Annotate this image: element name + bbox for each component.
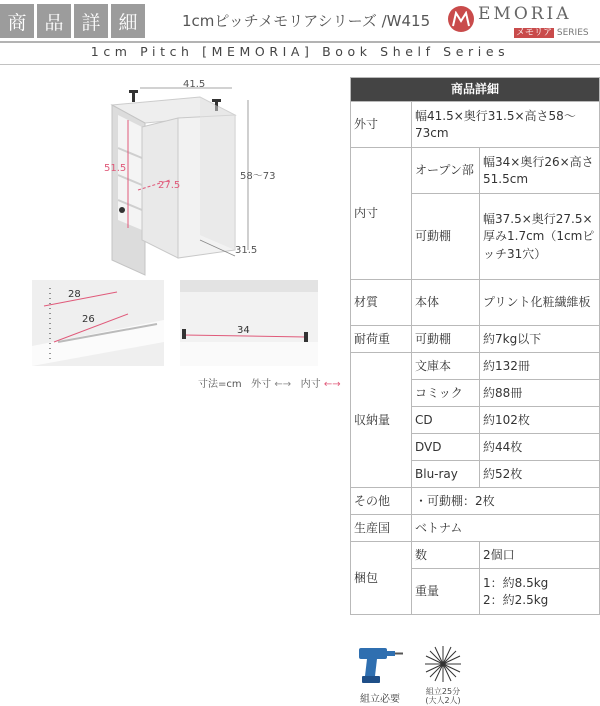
storage-item-value: 約52枚: [480, 461, 600, 488]
assembly-time-sub: (大人2人): [425, 695, 461, 705]
legend-inner: 内寸: [300, 379, 321, 390]
table-row: [351, 280, 600, 326]
assembly-required-block: [350, 644, 410, 705]
dim-shelf-depth-top: 28: [68, 289, 81, 300]
row-label: 外寸: [351, 102, 412, 148]
row-label: 梱包: [351, 542, 412, 615]
row-value: 2個口: [480, 542, 600, 569]
series-subtitle: 1cm Pitch [MEMORIA] Book Shelf Series: [90, 44, 510, 59]
title-badge: 細: [111, 4, 145, 38]
row-value: プリント化粧繊維板: [480, 280, 600, 326]
row-label: 収納量: [351, 353, 412, 488]
storage-item-value: 約88冊: [480, 380, 600, 407]
dimension-legend: 寸法=cm 外寸 ←→ 内寸 ←→: [198, 379, 341, 390]
assembly-label: 組立必要: [360, 694, 400, 705]
row-value: 約7kg以下: [480, 326, 600, 353]
row-label: 生産国: [351, 515, 412, 542]
logo-word: EMORIA: [478, 4, 572, 24]
row-sublabel: 可動棚: [412, 194, 480, 280]
row-label: 内寸: [351, 148, 412, 280]
title-badge: 詳: [74, 4, 108, 38]
dim-shelf-depth-bottom: 26: [82, 314, 95, 325]
storage-item-value: 約132冊: [480, 353, 600, 380]
table-row: [351, 353, 600, 380]
dim-inner-depth: 27.5: [158, 180, 181, 191]
logo-sub-jp: メモリア: [516, 28, 553, 38]
legend-unit: 寸法=cm: [198, 379, 242, 390]
logo-m-icon: [448, 6, 474, 32]
shelf-depth-drawing: [32, 280, 164, 366]
table-header-row: [351, 78, 600, 102]
row-sublabel: 可動棚: [412, 326, 480, 353]
title-badge: 商: [0, 4, 34, 38]
assembly-time-block: [418, 644, 468, 706]
dim-inner-width: 34: [237, 325, 250, 336]
inner-width-drawing: [180, 280, 318, 366]
pack-weight-line: 2：約2.5kg: [483, 592, 549, 607]
series-title: 1cmピッチメモリアシリーズ /W415: [182, 12, 431, 30]
dim-height: 58～73: [240, 171, 276, 182]
dim-inner-height: 51.5: [104, 163, 127, 174]
divider: [0, 41, 600, 43]
table-title: 商品詳細: [351, 78, 600, 102]
storage-item-value: 約44枚: [480, 434, 600, 461]
row-value: 幅34×奥行26×高さ51.5cm: [480, 148, 600, 194]
table-row: [351, 515, 600, 542]
logo-sub-en: SERIES: [556, 28, 589, 38]
table-row: [351, 542, 600, 569]
storage-item-name: Blu-ray: [412, 461, 480, 488]
pack-weight-line: 1：約8.5kg: [483, 575, 549, 590]
table-row: [351, 488, 600, 515]
dim-width: 41.5: [183, 79, 206, 90]
title-badges: [0, 4, 145, 38]
shelf-depth-detail: [32, 280, 164, 366]
storage-item-name: DVD: [412, 434, 480, 461]
row-value: 幅41.5×奥行31.5×高さ58～73cm: [412, 102, 600, 148]
storage-item-name: CD: [412, 407, 480, 434]
clock-burst-icon: [423, 644, 463, 684]
table-row: [351, 326, 600, 353]
divider: [0, 64, 600, 65]
legend-outer: 外寸: [251, 379, 272, 390]
storage-item-value: 約102枚: [480, 407, 600, 434]
spec-table: [350, 77, 600, 615]
storage-item-name: コミック: [412, 380, 480, 407]
assembly-time-label: 組立25分: [425, 687, 461, 696]
row-label: 耐荷重: [351, 326, 412, 353]
row-label: 材質: [351, 280, 412, 326]
row-value: ・可動棚：2枚: [412, 488, 600, 515]
row-sublabel: 数: [412, 542, 480, 569]
row-sublabel: 重量: [412, 569, 480, 615]
memoria-logo: [448, 4, 598, 38]
table-row: [351, 102, 600, 148]
row-value: ベトナム: [412, 515, 600, 542]
dim-depth: 31.5: [235, 245, 258, 256]
row-sublabel: オープン部: [412, 148, 480, 194]
row-value: 幅37.5×奥行27.5×厚み1.7cm（1cmピッチ31穴）: [480, 194, 600, 280]
row-sublabel: 本体: [412, 280, 480, 326]
storage-item-name: 文庫本: [412, 353, 480, 380]
inner-width-detail: [180, 280, 318, 366]
header: [0, 0, 600, 68]
power-drill-icon: [355, 644, 405, 686]
title-badge: 品: [37, 4, 71, 38]
row-value: [480, 569, 600, 615]
table-row: [351, 148, 600, 194]
row-label: その他: [351, 488, 412, 515]
logo-sub: [514, 25, 589, 38]
